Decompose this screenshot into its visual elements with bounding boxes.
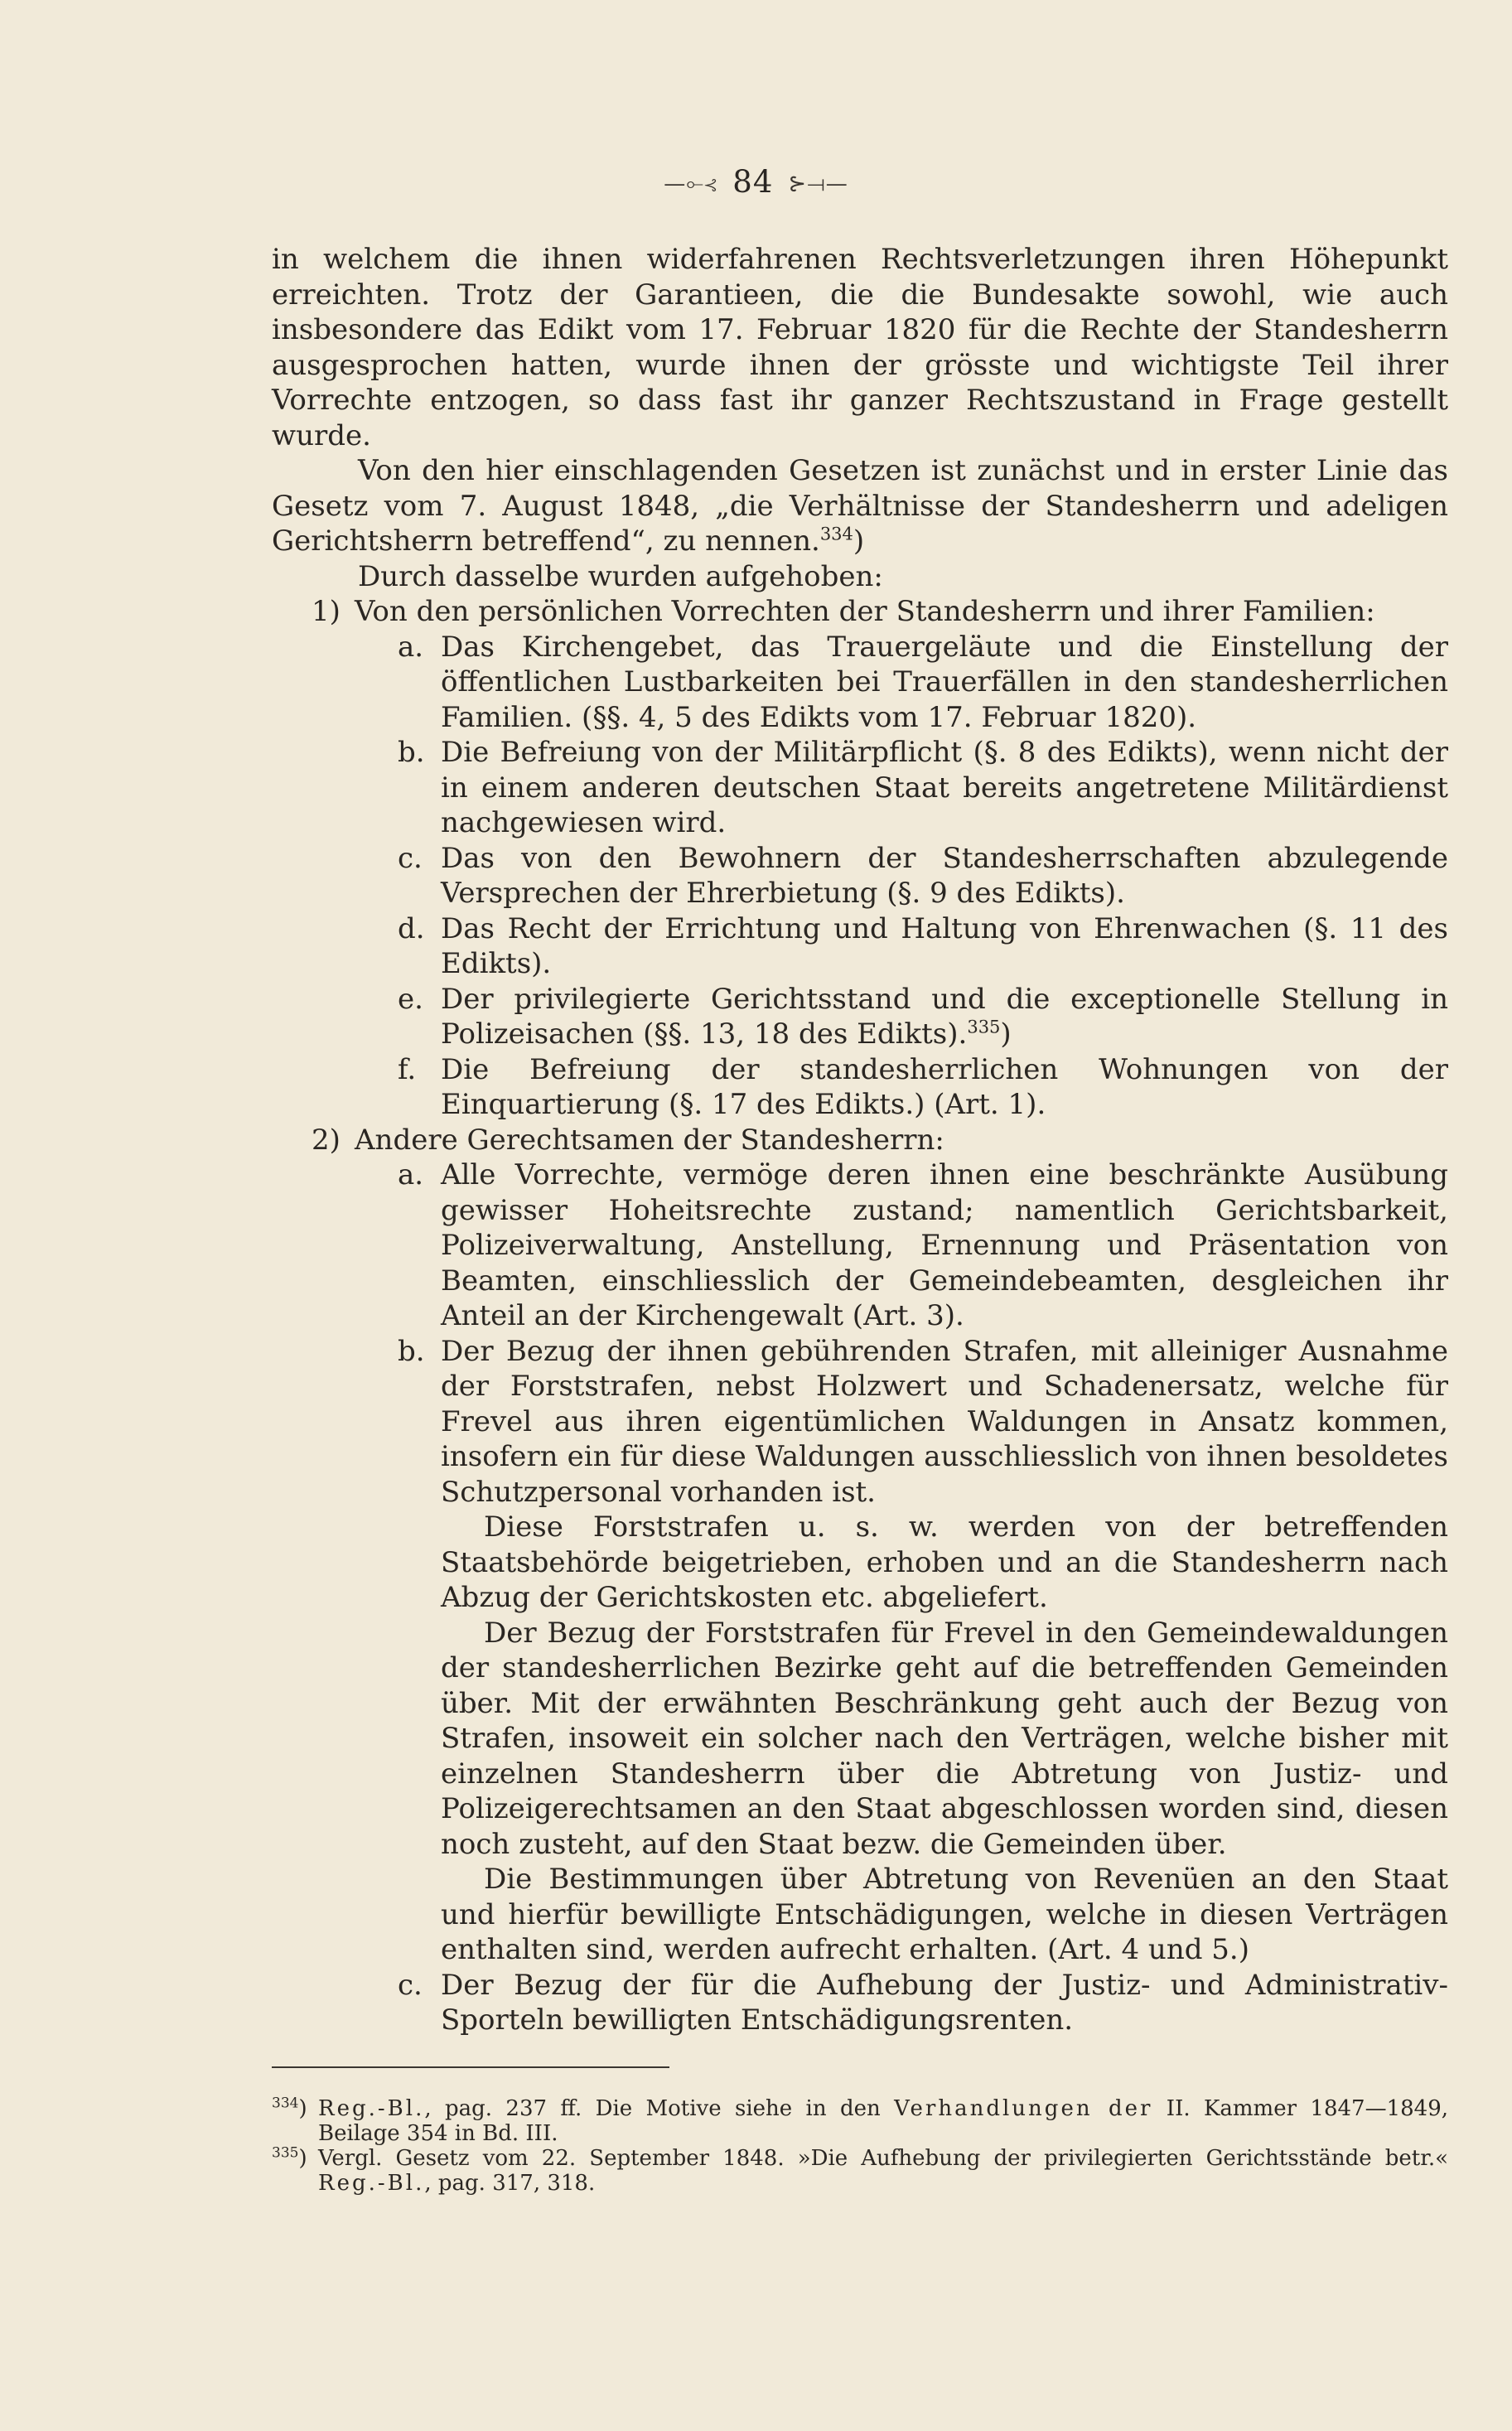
item-text: Der privilegierte Gerichtsstand und die exceptionelle Stellung in Polizeisachen (§§. 13, 18 des Edikts).$^{335}$)	[441, 982, 1448, 1051]
item-label: c.	[398, 1968, 423, 2002]
list-item	[398, 630, 1448, 736]
list-item	[398, 1334, 1448, 1510]
section-label: 2)	[312, 1123, 341, 1157]
footnote-ref-334[interactable]: 334	[819, 524, 853, 544]
sub-paragraph: Diese Forststrafen u. s. w. werden von der betreffenden Staatsbehörde beigetrieben, erhoben und an die Standesherrn nach Abzug der Gerichtskosten etc. abgeliefert.	[441, 1510, 1448, 1614]
item-label: d.	[398, 911, 425, 945]
footnote-text: Vergl. Gesetz vom 22. September 1848. »Die Aufhebung der privilegierten Gerichtsstände betr.« Reg.-Bl., pag. 317, 318.	[318, 2146, 1448, 2196]
lead-line: Durch dasselbe wurden aufgehoben:	[358, 559, 883, 593]
right-ornament-icon: ⊱⟞—	[788, 172, 848, 196]
list-item	[398, 735, 1448, 841]
item-label: a.	[398, 1158, 424, 1191]
page-header	[0, 164, 1512, 200]
item-label: f.	[398, 1052, 417, 1086]
section-2-heading	[312, 1123, 1448, 1158]
footnotes	[272, 2096, 1448, 2196]
footnote-ref-335[interactable]: 335	[967, 1017, 1001, 1037]
list-item	[398, 1158, 1448, 1334]
list-item	[398, 982, 1448, 1052]
item-text: Die Befreiung der standesherrlichen Wohnungen von der Einquartierung (§. 17 des Edikts.) (Art. 1).	[441, 1052, 1448, 1121]
item-label: e.	[398, 982, 423, 1016]
body-text	[272, 242, 1448, 2038]
item-text: Alle Vorrechte, vermöge deren ihnen eine beschränkte Ausübung gewisser Hoheitsrechte zustand; namentlich Gerichtsbarkeit, Polizeiverwaltung, Anstellung, Ernennung und Präsentation von Beamten, einschliesslich der Gemeindebeamten, desgleichen ihr Anteil an der Kirchengewalt (Art. 3).	[441, 1158, 1448, 1332]
page-number: 84	[732, 164, 774, 200]
paragraph-laws-text: Von den hier einschlagenden Gesetzen ist zunächst und in erster Linie das Gesetz vom 7. August 1848, „die Verhältnisse der Standesherrn und adeligen Gerichtsherrn betreffend“, zu nennen.	[272, 454, 1448, 558]
footnote-divider	[272, 2066, 669, 2068]
item-label: b.	[398, 736, 425, 769]
footnote-mark: $^{335}$)	[272, 2144, 307, 2171]
footnote-mark: $^{334}$)	[272, 2095, 307, 2121]
item-label: b.	[398, 1334, 425, 1368]
item-text: Das Kirchengebet, das Trauergeläute und die Einstellung der öffentlichen Lustbarkeiten bei Trauerfällen in den standesherrlichen Familien. (§§. 4, 5 des Edikts vom 17. Februar 1820).	[441, 630, 1448, 734]
sub-paragraph: Der Bezug der Forststrafen für Frevel in den Gemeindewaldungen der standesherrlichen Bezirke geht auf die betreffenden Gemeinden über. Mit der erwähnten Beschränkung geht auch der Bezug von Strafen, insoweit ein solcher nach den Verträgen, welche bisher mit einzelnen Standesherrn über die Abtretung von Justiz- und Polizeigerechtsamen an den Staat abgeschlossen worden sind, diesen noch zusteht, auf den Staat bezw. die Gemeinden über.	[441, 1616, 1448, 1861]
item-text: Der Bezug der ihnen gebührenden Strafen, mit alleiniger Ausnahme der Forststrafen, nebst Holzwert und Schadenersatz, welche für Frevel aus ihren eigentümlichen Waldungen in Ansatz kommen, insofern ein für diese Waldungen ausschliesslich von ihnen besoldetes Schutzpersonal vorhanden ist.	[441, 1334, 1448, 1509]
item-label: a.	[398, 630, 424, 664]
item-text: Das Recht der Errichtung und Haltung von Ehrenwachen (§. 11 des Edikts).	[441, 911, 1448, 980]
list-item	[398, 1968, 1448, 2038]
list-item	[398, 1052, 1448, 1123]
sub-paragraph: Die Bestimmungen über Abtretung von Revenüen an den Staat und hierfür bewilligte Entschädigungen, welche in diesen Verträgen enthalten sind, werden aufrecht erhalten. (Art. 4 und 5.)	[441, 1863, 1448, 1966]
section-title: Von den persönlichen Vorrechten der Standesherrn und ihrer Familien:	[355, 595, 1375, 628]
item-text: Der Bezug der für die Aufhebung der Justiz- und Administrativ-Sporteln bewilligten Entschädigungsrenten.	[441, 1968, 1448, 2037]
paragraph-laws: Von den hier einschlagenden Gesetzen ist zunächst und in erster Linie das Gesetz vom 7. August 1848, „die Verhältnisse der Standesherrn und adeligen Gerichtsherrn betreffend“, zu nennen.$^{334}$)	[272, 454, 1448, 558]
list-item	[398, 911, 1448, 982]
section-label: 1)	[312, 595, 341, 628]
item-text: Die Befreiung von der Militärpflicht (§. 8 des Edikts), wenn nicht der in einem anderen deutschen Staat bereits angetretene Militärdienst nachgewiesen wird.	[441, 736, 1448, 839]
section-title: Andere Gerechtsamen der Standesherrn:	[355, 1123, 944, 1157]
item-text: Das von den Bewohnern der Standesherrschaften abzulegende Versprechen der Ehrerbietung (§. 9 des Edikts).	[441, 841, 1448, 910]
left-ornament-icon: —⟜⊰	[664, 172, 718, 196]
footnote-text: Reg.-Bl., pag. 237 ff. Die Motive siehe in den Verhandlungen der II. Kammer 1847—1849, Beilage 354 in Bd. III.	[318, 2096, 1449, 2146]
item-label: c.	[398, 841, 423, 875]
footnote-334	[272, 2096, 1448, 2146]
footnote-335	[272, 2146, 1448, 2196]
paragraph-continuation: in welchem die ihnen widerfahrenen Rechtsverletzungen ihren Höhepunkt erreichten. Trotz der Garantieen, die die Bundesakte sowohl, wie auch insbesondere das Edikt vom 17. Februar 1820 für die Rechte der Standesherrn ausgesprochen hatten, wurde ihnen der grösste und wichtigste Teil ihrer Vorrechte entzogen, so dass fast ihr ganzer Rechtszustand in Frage gestellt wurde.	[272, 243, 1448, 452]
section-1-heading	[312, 594, 1448, 630]
list-item	[398, 841, 1448, 911]
